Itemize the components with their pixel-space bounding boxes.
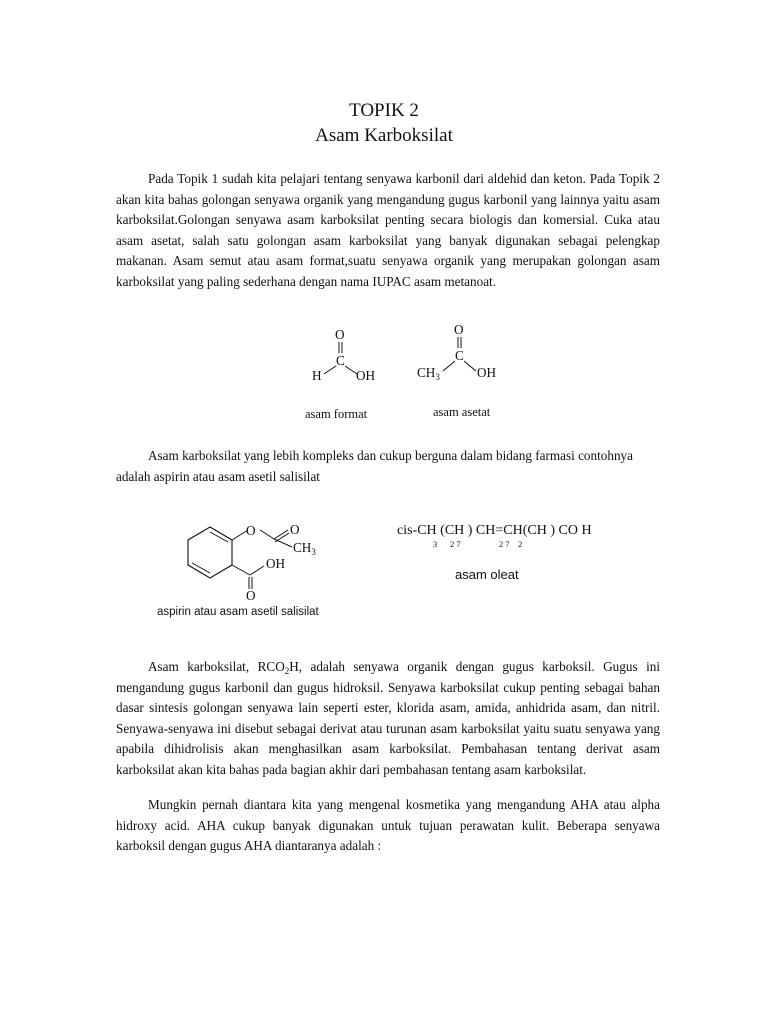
formic-hydrogen: H [312, 368, 322, 383]
aha-paragraph: Mungkin pernah diantara kita yang mengenal kosmetika yang mengandung AHA atau alpha hidroxy acid. AHA cukup banyak digunakan untuk tujuan perawatan kulit. Beberapa senyawa karboksil dengan gugus AHA diantaranya adalah : [116, 797, 660, 854]
oleic-formula-main: cis-CH (CH ) CH=CH(CH ) CO H [397, 523, 592, 538]
formic-hydroxyl: OH [356, 368, 376, 383]
acetic-carbonyl-oxygen: O [454, 322, 464, 337]
oleic-acid-label: asam oleat [455, 567, 519, 582]
acetic-hydroxyl: OH [477, 365, 497, 380]
acetic-methyl: $CH_3$ [417, 365, 440, 382]
formic-acid-label: asam format [305, 407, 368, 421]
formic-carbonyl-oxygen: O [335, 327, 345, 342]
oleic-formula-subscripts: 3 2 7 2 7 2 [433, 539, 523, 549]
acetic-carbon: C [455, 348, 464, 363]
intro-paragraph: Pada Topik 1 sudah kita pelajari tentang senyawa karbonil dari aldehid dan keton. Pada Topik 2 akan kita bahas golongan senyawa organik yang mengandung gugus karbonil yang lainnya yaitu asam karboksilat.Golongan senyawa asam karboksilat penting secara biologis dan komersial. Cuka atau asam asetat, salah satu golongan asam karboksilat yang banyak digunakan sebagai pelengkap makanan. Asam semut atau asam format,suatu senyawa organik yang merupakan golongan asam karboksilat yang paling sederhana dengan nama IUPAC asam metanoat. [116, 171, 660, 289]
acetic-acid-label: asam asetat [433, 405, 491, 419]
acetic-acid-structure [410, 318, 520, 388]
aspirin-bonds [180, 515, 350, 605]
aspirin-acid-oxygen: O [246, 588, 256, 603]
aspirin-ester-oxygen: O [246, 523, 256, 538]
topic-heading: TOPIK 2 [349, 100, 419, 121]
carboxylic-acid-paragraph: Asam karboksilat, $RCO_2H$, adalah senyawa organik dengan gugus karboksil. Gugus ini mengandung gugus karbonil dan gugus hidroksil. Senyawa karboksilat cukup penting sebagai bahan dasar sintesis golongan senyawa lain seperti ester, klorida asam, amida, anhidrida asam, dan nitril. Senyawa-senyawa ini disebut sebagai derivat atau turunan asam karboksilat yaitu suatu senyawa yang apabila dihidrolisis akan menghasilkan asam karboksilat. Pembahasan tentang derivat asam karboksilat akan kita bahas pada bagian akhir dari pembahasan tentang asam karboksilat. [116, 659, 660, 777]
aspirin-methyl: $CH_3$ [293, 540, 316, 557]
aspirin-hydroxyl: OH [266, 556, 286, 571]
formic-carbon: C [336, 353, 345, 368]
aspirin-structure [180, 515, 350, 605]
aspirin-label: aspirin atau asam asetil salisilat [157, 606, 319, 618]
complex-acids-paragraph: Asam karboksilat yang lebih kompleks dan cukup berguna dalam bidang farmasi contohnya adalah aspirin atau asam asetil salisilat [116, 448, 634, 484]
formic-acid-structure [300, 322, 400, 392]
aspirin-acetyl-oxygen: O [290, 522, 300, 537]
oleic-acid-formula [397, 523, 637, 553]
page-title: Asam Karboksilat [315, 125, 453, 146]
